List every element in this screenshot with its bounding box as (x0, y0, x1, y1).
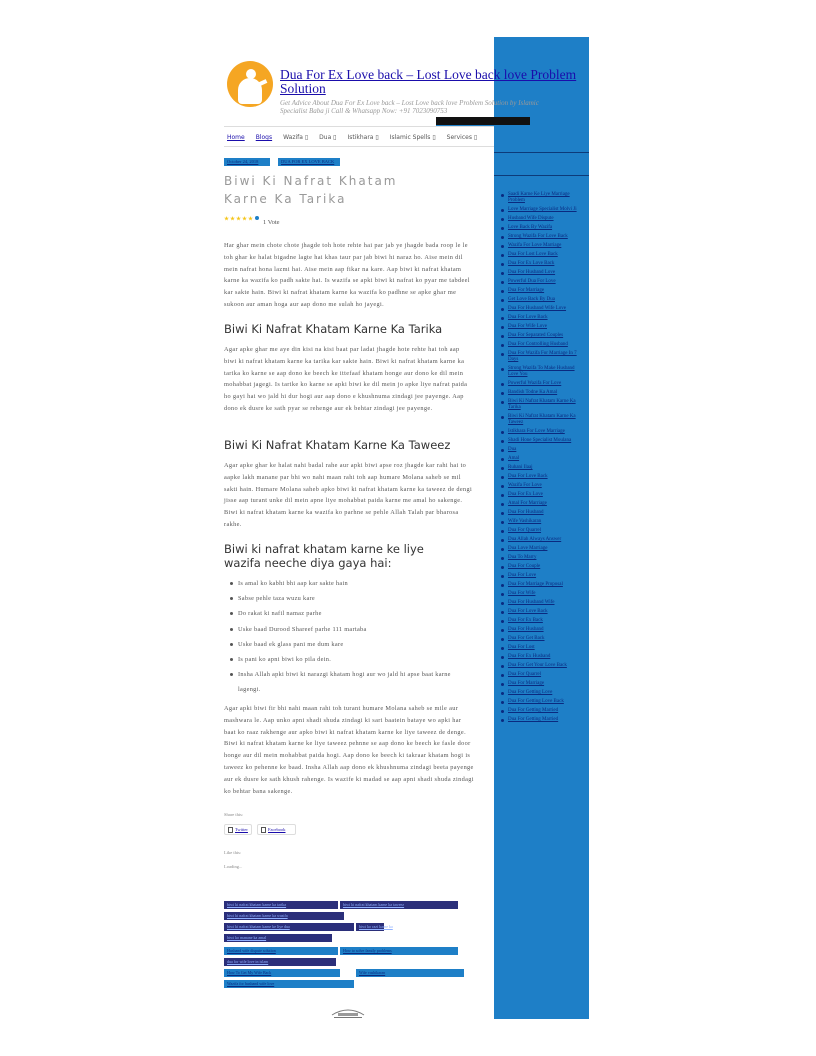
sidebar-link[interactable]: Dua For Husband Wife (500, 600, 586, 606)
post-title: Biwi Ki Nafrat Khatam Karne Ka Tarika (224, 174, 398, 206)
sidebar-link[interactable]: Dua For Getting Love (500, 690, 586, 696)
call-button[interactable] (436, 117, 530, 126)
star-icon[interactable] (242, 216, 247, 221)
like-label: Like this: (224, 850, 242, 855)
sidebar-link[interactable]: Dua For Quarrel (500, 528, 586, 534)
sidebar-link[interactable]: Powerful Wazifa For Love (500, 381, 586, 387)
tag-link[interactable]: biwi ki nafrat khatam karne ka taweez (340, 901, 458, 909)
sidebar-link[interactable]: Dua For Get Your Love Back (500, 663, 586, 669)
star-icon[interactable] (248, 216, 253, 221)
sidebar-link[interactable]: Biwi Ki Nafrat Khatam Karne Ka Taweez (500, 414, 586, 426)
wazifa-steps (228, 576, 468, 698)
sidebar-link[interactable]: Get Love Back By Dua (500, 297, 586, 303)
sidebar-link[interactable]: Strong Wazifa For Love Back (500, 234, 586, 240)
sidebar-link[interactable]: Dua (500, 447, 586, 453)
sidebar-link[interactable]: Dua For Lost (500, 645, 586, 651)
sidebar-link[interactable]: Saadi Karne Ke Liye Marriage Problem (500, 192, 586, 204)
sidebar-link[interactable]: Wazifa For Love (500, 483, 586, 489)
heading-tarika: Biwi Ki Nafrat Khatam Karne Ka Tarika (224, 322, 443, 336)
sidebar-link[interactable]: Dua For Husband (500, 510, 586, 516)
footer-logo (330, 1005, 366, 1019)
sidebar-link[interactable]: Love Back By Wazifa (500, 225, 586, 231)
sidebar-link[interactable]: Dua Allah Always Answer (500, 537, 586, 543)
heading-taweez: Biwi Ki Nafrat Khatam Karne Ka Taweez (224, 438, 451, 452)
list-item: Insha Allah apki biwi ki narazgi khatam hogi aur wo jald hi apse baat karne lagengi. (228, 667, 468, 697)
sidebar-link[interactable]: Bandish Todne Ka Amal (500, 390, 586, 396)
post-category[interactable]: DUA FOR EX LOVE BACK (278, 158, 340, 166)
list-item: Uske baad Durood Shareef parhe 111 martaba (228, 622, 468, 637)
intro-paragraph: Har ghar mein chote chote jhagde toh hote rehte hai par jab ye jhagde bada roop le le toh ghar ke halat bigadne lagte hai khas taur par jab biwi hi naraz ho. Aise mein dil mein nafrat hona lazmi hai. Aise mein aap fikar na kare. Aap biwi ki nafrat khatam karne ka wazifa ko padh sakte hai. Is wazifa se apki biwi ki nafrat ko pyar me tabdeel kar sakte hain. Biwi ki nafrat khatam karne ka wazifa ko padhne se apke ghar me sukoon aur aman hoga aur aap dono me sulah ho jayegi. (224, 242, 470, 308)
star-icon[interactable] (230, 216, 235, 221)
sidebar (494, 37, 589, 1019)
tag-link[interactable]: biwi ko manane ka amal (224, 934, 332, 942)
closing-paragraph: Agar apki biwi fir bhi nahi maan rahi toh turant humare Molana saheb se mile aur mashwara le. Aap unko apni shadi shuda zindagi ki sari baatein bataye wo apki har baat ko raaz rakhenge aur apko biwi ki nafrat khatam karne ke liye taweez de denge. Biwi ki nafrat khatam karne ke liye taweez pehnne se aap dono ke beech ke fasle door honge aur dil mein mohabbat paida hogi. Aap dono ke beech ki takraar khatam hogi is taweez ko pehenne ke baad. Insha Allah aap dono ek khushnuma zindagi beeta payenge aur ek dusre ke sath khush rahenge. Is wazife ki madad se aap apni shadi shuda zindagi ko behtar bana sakenge. (224, 705, 474, 795)
sidebar-link[interactable]: Dua For Controlling Husband (500, 342, 586, 348)
sidebar-link[interactable]: Amal For Marriage (500, 501, 586, 507)
vote-count: 1 Vote (263, 219, 280, 226)
sidebar-link[interactable]: Dua For Ex Back (500, 618, 586, 624)
twitter-share-button[interactable] (224, 824, 252, 835)
info-icon[interactable] (255, 216, 259, 220)
sidebar-link[interactable]: Dua For Marriage (500, 681, 586, 687)
facebook-share-button[interactable] (257, 824, 296, 835)
twitter-label: Twitter (235, 827, 248, 832)
sidebar-divider (494, 152, 589, 153)
sidebar-link[interactable]: Dua To Marry (500, 555, 586, 561)
sidebar-link[interactable]: Shadi Hone Specialist Moulana (500, 438, 586, 444)
sidebar-link[interactable]: Dua For Wife (500, 591, 586, 597)
divider (224, 126, 494, 127)
sidebar-link[interactable]: Dua For Getting Married (500, 717, 586, 723)
sidebar-link[interactable]: Dua Love Marriage (500, 546, 586, 552)
post-date[interactable]: October 24, 2018 (224, 158, 270, 166)
sidebar-link[interactable]: Dua For Husband Love (500, 270, 586, 276)
tag-link[interactable]: dua for wife love in islam (224, 958, 336, 966)
nav-item-1[interactable]: Blogs (255, 134, 273, 141)
sidebar-link[interactable]: Dua For Getting Love Back (500, 699, 586, 705)
nav-item-6[interactable]: Services ▯ (446, 134, 478, 141)
sidebar-link[interactable]: Dua For Lost Love Back (500, 252, 586, 258)
facebook-label: Facebook (268, 827, 286, 832)
sidebar-link-list (500, 192, 586, 726)
sidebar-link[interactable]: Dua For Love Back (500, 474, 586, 480)
rating-stars[interactable] (224, 216, 259, 221)
nav-item-3[interactable]: Dua ▯ (319, 134, 337, 141)
sidebar-link[interactable]: Wife Vashikaran (500, 519, 586, 525)
sidebar-link[interactable]: Ruhani Ilaaj (500, 465, 586, 471)
tag-link[interactable]: biwi ko razi karne ka (356, 923, 384, 931)
site-title[interactable]: Dua For Ex Love back – Lost Love back love Problem Solution (280, 67, 577, 96)
tag-link[interactable]: biwi ki nafrat khatam karne ka tarika (224, 901, 338, 909)
sidebar-link[interactable]: Dua For Love Back (500, 315, 586, 321)
list-item: Is pani ko apni biwi ko pila dein. (228, 652, 468, 667)
share-label: Share this: (224, 812, 244, 817)
heading-wazifa: Biwi ki nafrat khatam karne ke liye wazifa neeche diya gaya hai: (224, 542, 424, 570)
sidebar-link[interactable]: Dua For Get Back (500, 636, 586, 642)
sidebar-link[interactable]: Amal (500, 456, 586, 462)
nav-item-5[interactable]: Islamic Spells ▯ (389, 134, 436, 141)
sidebar-divider (494, 175, 589, 176)
sidebar-link[interactable]: Love Marriage Specialist Molvi Ji (500, 207, 586, 213)
star-icon[interactable] (236, 216, 241, 221)
loading-text: Loading... (224, 864, 243, 869)
list-item: Uske baad ek glass pani me dum kare (228, 637, 468, 652)
taweez-paragraph: Agar apke ghar ke halat nahi badal rahe aur apki biwi apse roz jhagde kar rahi hai to aapke lakh manane par bhi wo nahi maan rahi toh aap humare Molana saheb se mil sakti hain. Humare Molana saheb apko biwi ki nafrat khatam karne ka taweez de dengi jisse aap turant unke dil mein apne liye mohabbat paida karne me amal ho sakenge. Biwi ki nafrat khatam karne ka wazifa ko parhne se pehle Allah Talah par bharosa rakhe. (224, 462, 473, 528)
tag-link[interactable]: Husband wife dispute solution (224, 947, 338, 955)
sidebar-link[interactable]: Strong Wazifa To Make Husband Love You (500, 366, 586, 378)
twitter-icon (228, 827, 233, 833)
list-item: Do rakat ki nafil namaz parhe (228, 606, 468, 621)
sidebar-link[interactable]: Dua For Wife Love (500, 324, 586, 330)
tag-link[interactable]: biwi ki nafrat khatam karne ka wazifa (224, 912, 344, 920)
tag-link[interactable]: biwi ki nafrat khatam karne ke liye dua (224, 923, 354, 931)
site-tagline: Get Advice About Dua For Ex Love back – Lost Love back love Problem Solution by Islamic Specialist Baba ji Call & Whatsapp Now: +91 7023090753 (280, 99, 539, 115)
tag-link[interactable]: Wazifa for husband wife love (224, 980, 354, 988)
nav-item-2[interactable]: Wazifa ▯ (283, 134, 309, 141)
sidebar-link[interactable]: Istikhara For Love Marriage (500, 429, 586, 435)
site-logo[interactable] (227, 61, 273, 107)
sidebar-link[interactable]: Husband Wife Dispute (500, 216, 586, 222)
tag-link[interactable]: How To Get My Wife Back (224, 969, 340, 977)
sidebar-link[interactable]: Dua For Ex Love Back (500, 261, 586, 267)
sidebar-link[interactable]: Dua For Marriage Proposal (500, 582, 586, 588)
tag-link[interactable]: How to solve family problems (340, 947, 458, 955)
main-nav (227, 134, 477, 141)
sidebar-link[interactable]: Dua For Love Back (500, 609, 586, 615)
nav-item-4[interactable]: Istikhara ▯ (347, 134, 379, 141)
sidebar-link[interactable]: Dua For Couple (500, 564, 586, 570)
sidebar-link[interactable]: Wazifa For Love Marriage (500, 243, 586, 249)
sidebar-link[interactable]: Dua For Wazifa For Marriage In 7 Days (500, 351, 586, 363)
divider (224, 146, 494, 147)
sidebar-link[interactable]: Dua For Marriage (500, 288, 586, 294)
sidebar-link[interactable]: Dua For Love (500, 573, 586, 579)
sidebar-link[interactable]: Dua For Husband (500, 627, 586, 633)
sidebar-link[interactable]: Powerful Dua For Love (500, 279, 586, 285)
sidebar-link[interactable]: Dua For Separated Couples (500, 333, 586, 339)
tag-link[interactable]: Wife vashikaran (356, 969, 464, 977)
nav-item-0[interactable]: Home (227, 134, 245, 141)
sidebar-link[interactable]: Dua For Ex Love (500, 492, 586, 498)
sidebar-link[interactable]: Dua For Getting Married (500, 708, 586, 714)
sidebar-link[interactable]: Dua For Ex Husband (500, 654, 586, 660)
facebook-icon (261, 827, 266, 833)
star-icon[interactable] (224, 216, 229, 221)
sidebar-link[interactable]: Dua For Husband Wife Love (500, 306, 586, 312)
list-item: Is amal ko kabhi bhi aap kar sakte hain (228, 576, 468, 591)
list-item: Sabse pehle taza wuzu kare (228, 591, 468, 606)
sidebar-link[interactable]: Dua For Quarrel (500, 672, 586, 678)
tarika-paragraph: Agar apke ghar me aye din kisi na kisi baat par ladai jhagde hote rehte hai toh aap biwi ki nafrat khatam karne ka tarika kar sakte hain. Biwi ki nafrat khatam karne ka tarika ko karne se aap dono ke beech ke ittefaaf khatam honge aur dono ke dil mein mohabbat jagegi. Is tarike ko karne se apki biwi ke dil mein jo apke liye nafrat paida ho gayi hai wo jald hi dur hogi aur aap dono e khushnuma zindagi jee payenge. Aap dono ek dusre ke sath pyar se rehenge aur ek behtar zindagi jee payenge. (224, 346, 468, 412)
sidebar-link[interactable]: Biwi Ki Nafrat Khatam Karne Ka Tarika (500, 399, 586, 411)
